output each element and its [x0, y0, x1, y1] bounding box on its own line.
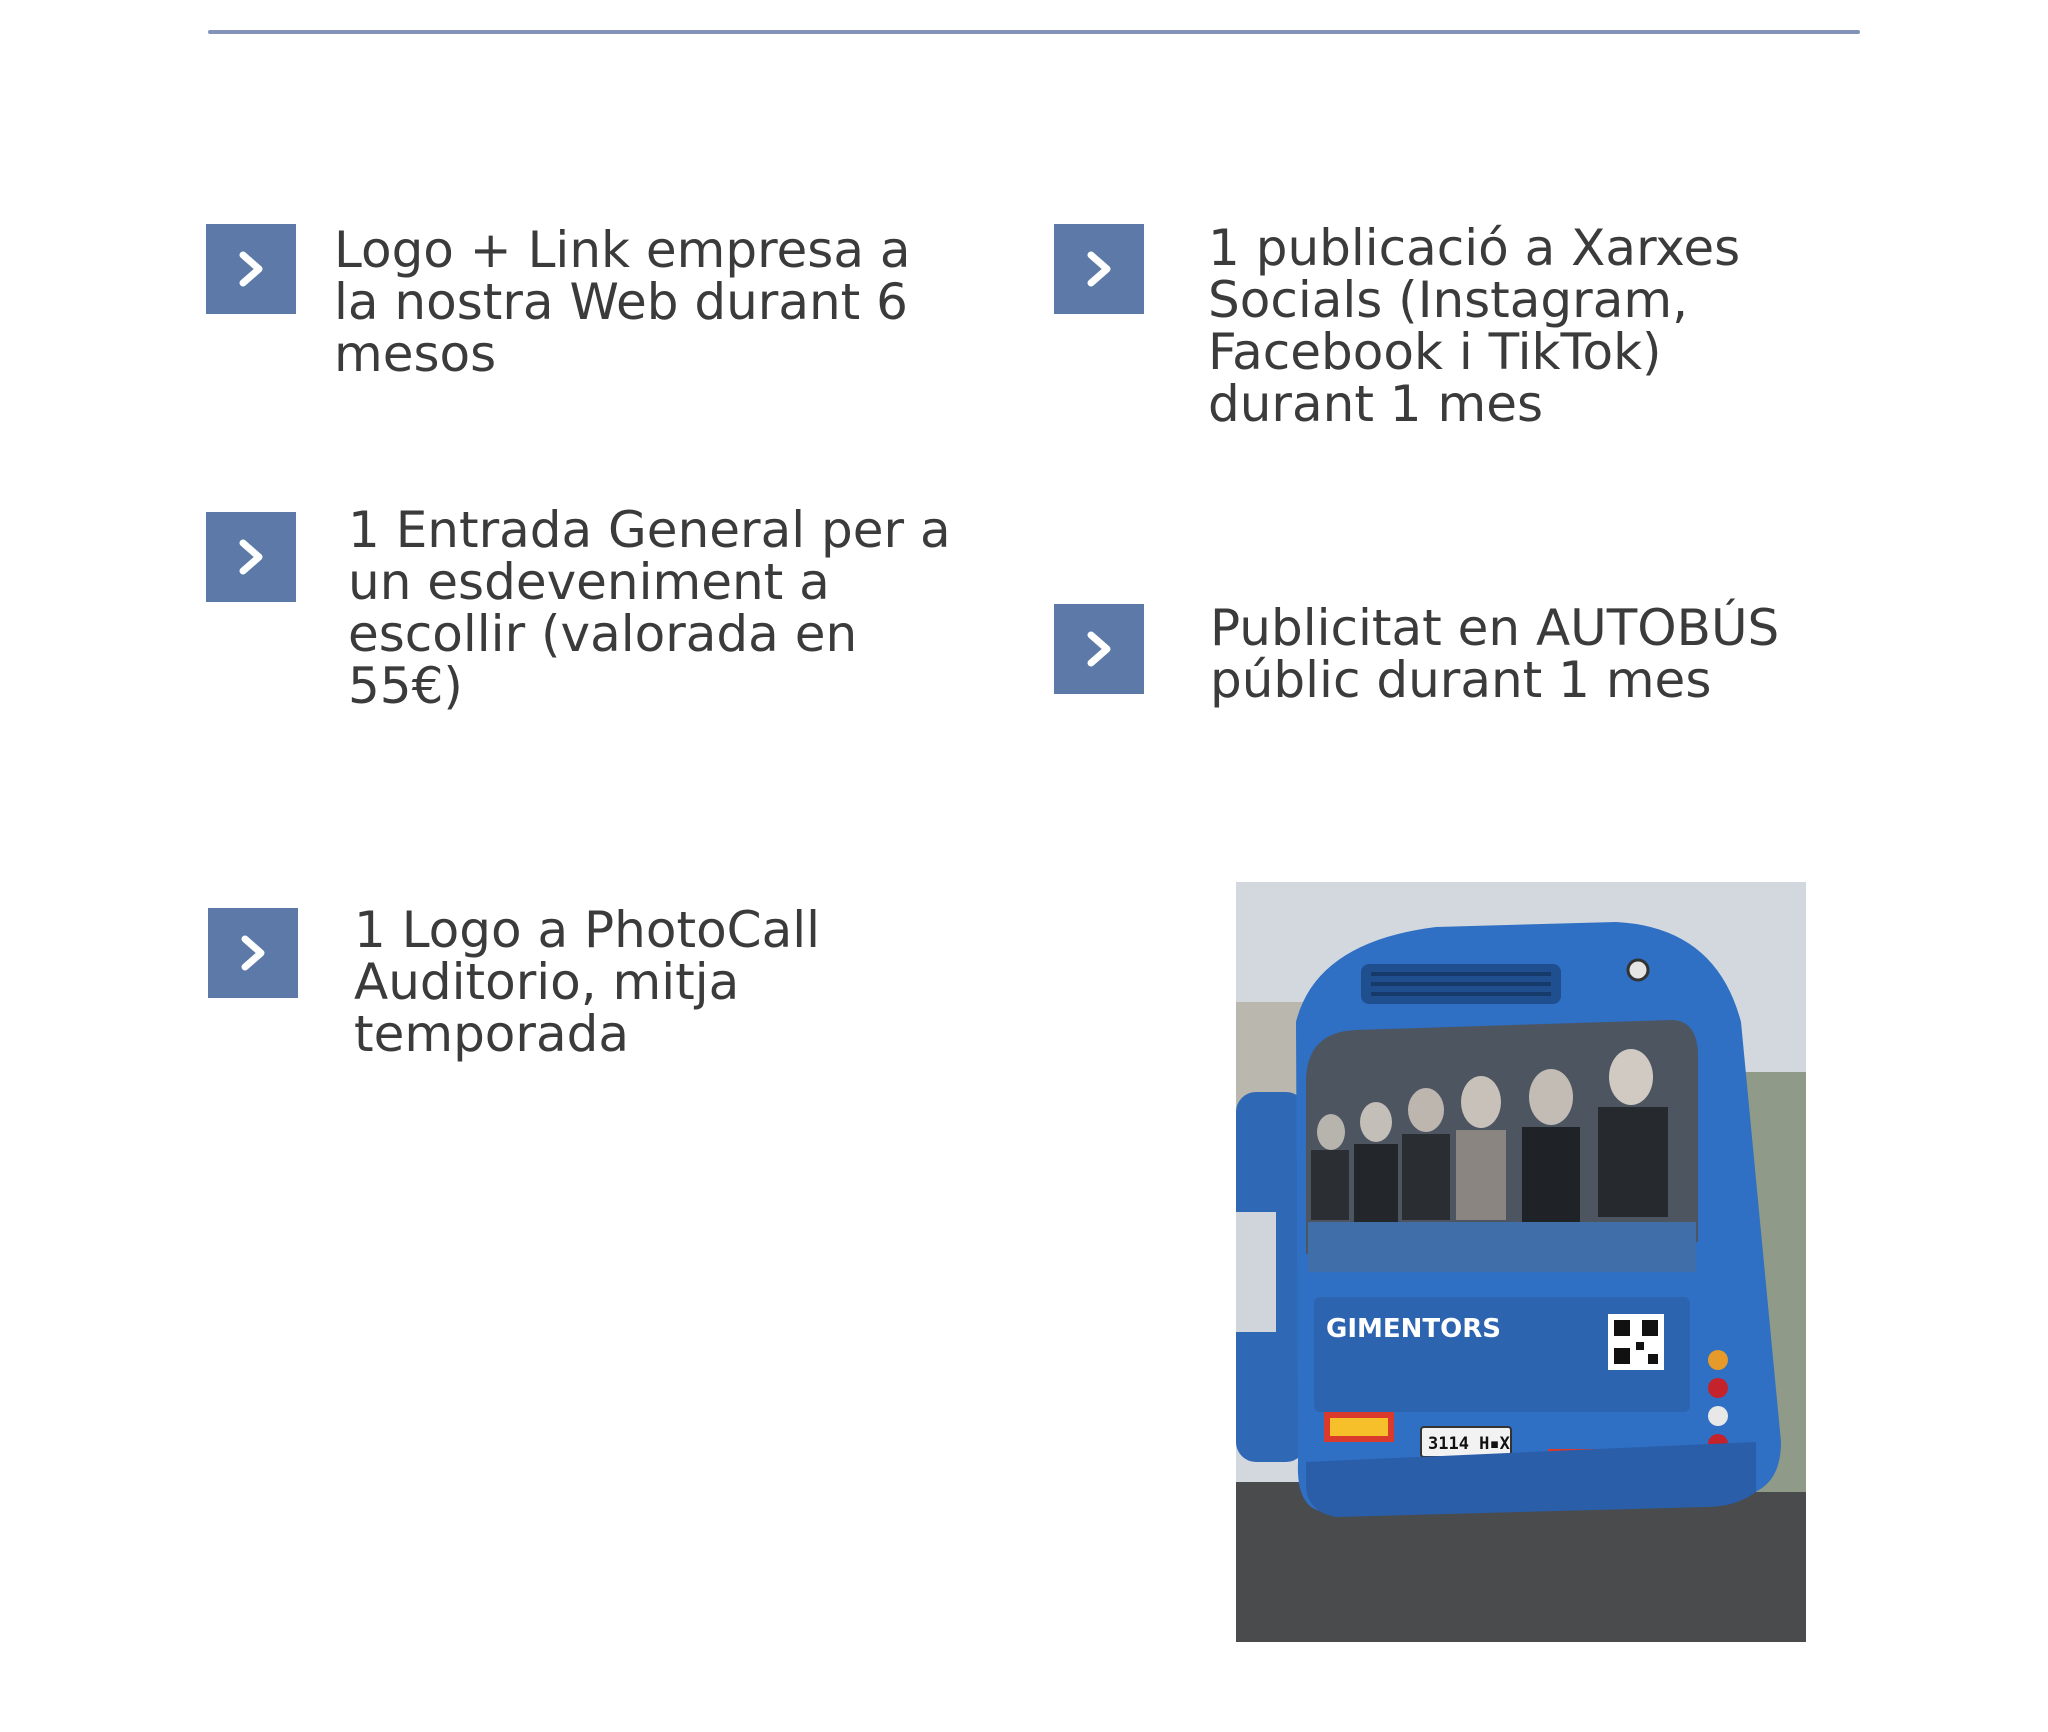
text-line: un esdeveniment a [348, 553, 830, 611]
bus-advertising-photo [1236, 882, 1806, 1642]
top-divider [208, 30, 1860, 34]
bus-illustration [1236, 882, 1806, 1642]
text-line: Logo + Link empresa a [334, 221, 911, 279]
chevron-right-icon [1054, 224, 1144, 314]
bus-brand-text: GIMENTORS [1326, 1314, 1501, 1344]
chevron-right-icon [1054, 604, 1144, 694]
text-line: durant 1 mes [1208, 375, 1544, 433]
chevron-right-icon [206, 224, 296, 314]
chevron-right-icon [206, 512, 296, 602]
text-line: 1 Entrada General per a [348, 501, 951, 559]
benefit-text [334, 221, 911, 383]
text-line: temporada [354, 1005, 629, 1063]
text-line: públic durant 1 mes [1210, 651, 1712, 709]
benefit-text [348, 501, 951, 715]
text-line: la nostra Web durant 6 [334, 273, 908, 331]
text-line: Socials (Instagram, [1208, 271, 1688, 329]
text-line: Facebook i TikTok) [1208, 323, 1662, 381]
benefit-text [354, 901, 820, 1063]
benefit-text [1208, 219, 1741, 433]
text-line: 1 publicació a Xarxes [1208, 219, 1741, 277]
text-line: Auditorio, mitja [354, 953, 740, 1011]
text-line: 1 Logo a PhotoCall [354, 901, 820, 959]
benefit-text [1210, 599, 1780, 709]
text-line: 55€) [348, 657, 463, 715]
text-line: Publicitat en AUTOBÚS [1210, 599, 1780, 657]
license-plate-text: 3114 H▪X [1428, 1434, 1510, 1454]
chevron-right-icon [208, 908, 298, 998]
text-line: escollir (valorada en [348, 605, 858, 663]
text-line: mesos [334, 325, 497, 383]
